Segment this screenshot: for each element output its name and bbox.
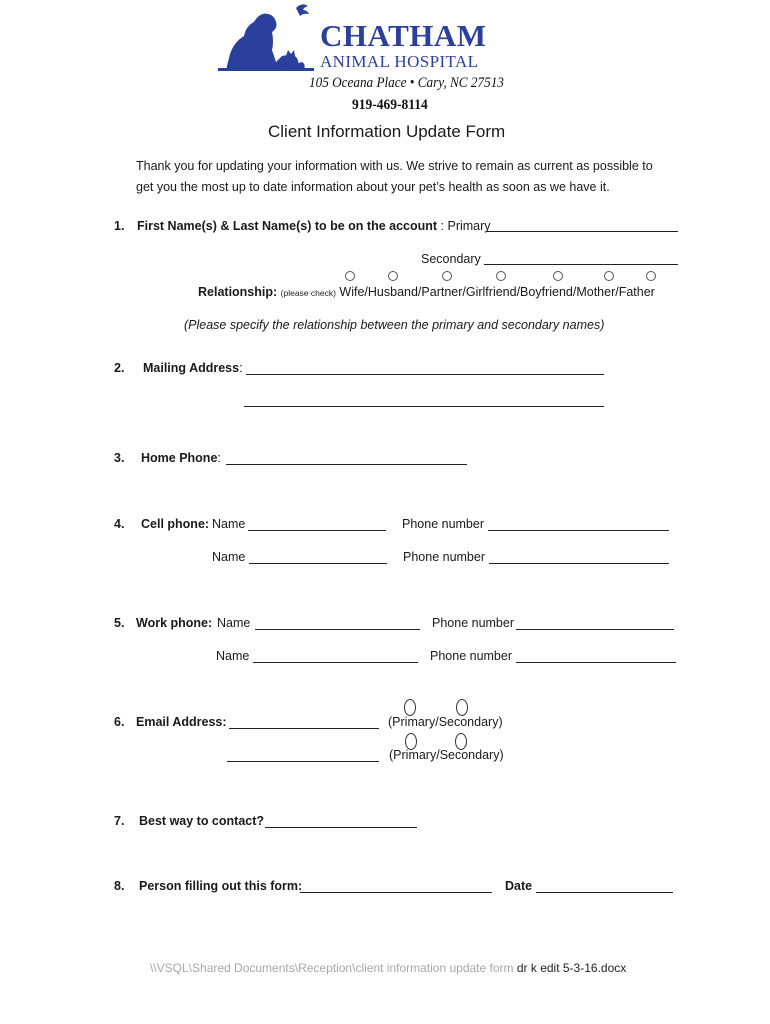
primary-label: Primary (447, 219, 491, 233)
relationship-radio-father[interactable] (646, 271, 656, 281)
best-contact-input[interactable] (265, 815, 417, 828)
q1-label: First Name(s) & Last Name(s) to be on the account (137, 219, 438, 233)
work-name-label-2: Name (216, 649, 250, 663)
mailing-address-input-1[interactable] (246, 362, 604, 375)
logo-phone: 919-469-8114 (352, 97, 428, 113)
q5-label: Work phone: (136, 616, 213, 630)
q8-label: Person filling out this form: (139, 879, 303, 893)
please-check-hint: (please check) (280, 288, 336, 298)
relationship-radio-girlfriend[interactable] (496, 271, 506, 281)
email-2-choice: (Primary/Secondary) (389, 748, 504, 762)
relationship-radio-partner[interactable] (442, 271, 452, 281)
relationship-radio-boyfriend[interactable] (553, 271, 563, 281)
q2-separator: : (239, 361, 243, 375)
primary-name-input[interactable] (486, 219, 678, 232)
q7-number: 7. (114, 814, 125, 828)
relationship-label: Relationship: (198, 285, 278, 299)
form-title: Client Information Update Form (268, 122, 506, 141)
secondary-name-input[interactable] (484, 252, 678, 265)
email-input-2[interactable] (227, 749, 379, 762)
home-phone-input[interactable] (226, 452, 467, 465)
footer-path: \\VSQL\Shared Documents\Reception\client information update form (150, 961, 514, 975)
cell-name-input-1[interactable] (248, 518, 386, 531)
work-name-input-2[interactable] (253, 650, 418, 663)
relationship-note: (Please specify the relationship between the primary and secondary names) (184, 318, 605, 332)
q7-label: Best way to contact? (139, 814, 265, 828)
intro-line-2: get you the most up to date information about your pet’s health as soon as we have it. (136, 180, 610, 194)
person-filling-input[interactable] (300, 880, 492, 893)
mailing-address-input-2[interactable] (244, 394, 604, 407)
q4-label: Cell phone: (141, 517, 210, 531)
work-name-input-1[interactable] (255, 617, 420, 630)
work-phone-label-1: Phone number (432, 616, 515, 630)
q2-number: 2. (114, 361, 125, 375)
logo-address: 105 Oceana Place • Cary, NC 27513 (309, 75, 504, 91)
work-phone-label-2: Phone number (430, 649, 513, 663)
logo-name: CHATHAM (320, 18, 487, 53)
logo-subtitle: ANIMAL HOSPITAL (320, 52, 479, 71)
intro-line-1: Thank you for updating your information with us. We strive to remain as current as possible to (136, 159, 653, 173)
cell-name-label-2: Name (212, 550, 246, 564)
q8-number: 8. (114, 879, 125, 893)
dog-cat-dove-icon (216, 2, 316, 72)
q3-separator: : (217, 451, 221, 465)
email-1-secondary-radio[interactable] (456, 699, 468, 716)
date-label: Date (505, 879, 533, 893)
email-input-1[interactable] (229, 716, 379, 729)
q6-number: 6. (114, 715, 125, 729)
relationship-options: Wife/Husband/Partner/Girlfriend/Boyfriend/Mother/Father (339, 285, 655, 299)
cell-name-label-1: Name (212, 517, 246, 531)
email-1-primary-radio[interactable] (404, 699, 416, 716)
cell-phone-label-2: Phone number (403, 550, 486, 564)
relationship-radio-mother[interactable] (604, 271, 614, 281)
footer-edit: dr k edit 5-3-16.docx (513, 961, 627, 975)
relationship-radio-husband[interactable] (388, 271, 398, 281)
work-phone-input-2[interactable] (516, 650, 676, 663)
work-name-label-1: Name (217, 616, 251, 630)
q4-number: 4. (114, 517, 125, 531)
q1-number: 1. (114, 219, 125, 233)
relationship-radio-wife[interactable] (345, 271, 355, 281)
q5-number: 5. (114, 616, 125, 630)
q2-label: Mailing Address (143, 361, 240, 375)
q3-number: 3. (114, 451, 125, 465)
date-input[interactable] (536, 880, 673, 893)
q6-label: Email Address: (136, 715, 227, 729)
email-1-choice: (Primary/Secondary) (388, 715, 503, 729)
q1-separator: : (437, 219, 448, 233)
q3-label: Home Phone (141, 451, 218, 465)
cell-name-input-2[interactable] (249, 551, 387, 564)
footer-file-path (150, 961, 626, 975)
cell-phone-input-1[interactable] (488, 518, 669, 531)
cell-phone-label-1: Phone number (402, 517, 485, 531)
secondary-label: Secondary (421, 252, 481, 266)
work-phone-input-1[interactable] (516, 617, 674, 630)
cell-phone-input-2[interactable] (489, 551, 669, 564)
